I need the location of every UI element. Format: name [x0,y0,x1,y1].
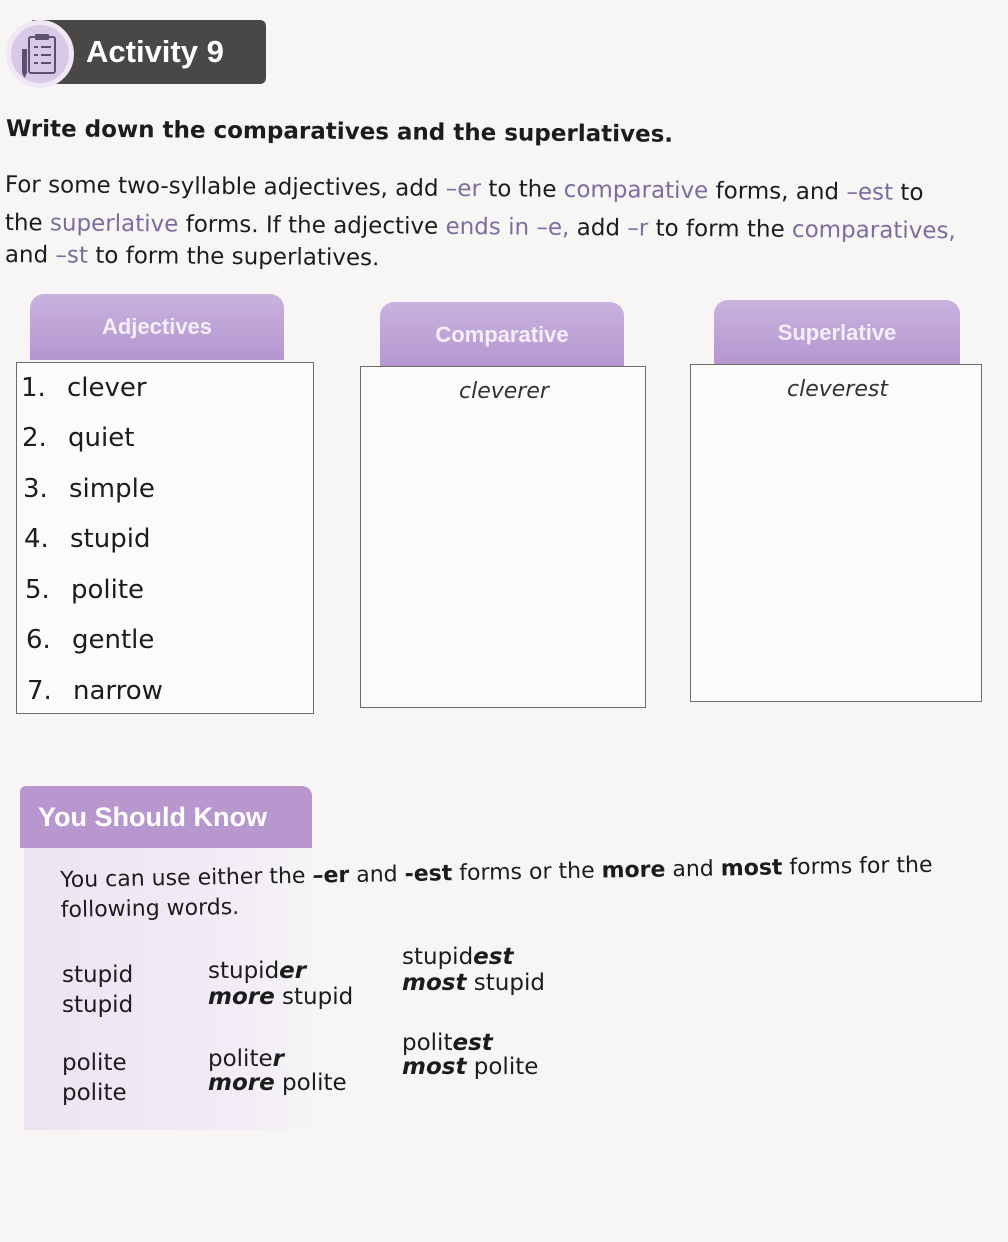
rule-highlight: –est [846,179,894,206]
rule-highlight: –st [55,242,89,269]
know-text-part: forms or the [452,858,602,887]
item-word: narrow [73,676,163,706]
worksheet-icon [21,33,61,79]
item-word: stupid [70,524,151,554]
rule-text: the [4,210,51,237]
comparative-box[interactable] [360,366,646,708]
know-keyword: -est [404,861,453,887]
example-part: est [473,944,514,970]
rule-text: to the [480,176,564,203]
list-item [27,676,163,706]
item-number: 1. [21,373,46,403]
rule-text: add [569,214,628,242]
example-base: stupid [62,962,134,988]
know-text-part: forms for the following words. [60,852,933,923]
rule-text: to [892,179,924,207]
list-item [22,423,134,453]
rule-highlight: comparative [563,176,709,205]
example-part: polit [402,1030,453,1056]
example-part: stupid [402,944,474,970]
activity-badge [6,20,74,88]
rule-highlight: superlative [49,210,179,238]
instruction-heading: Write down the comparatives and the superlatives. [5,116,674,148]
item-word: quiet [68,423,135,453]
rule-text: forms, and [708,178,847,206]
tab-adjectives: Adjectives [30,294,284,360]
example-superlative [402,944,513,970]
example-part: most [402,1054,467,1080]
comparative-answer: cleverer [459,379,549,404]
example-comparative [208,1070,347,1096]
list-item [23,474,155,504]
rule-highlight: ends in –e, [445,213,570,241]
know-text-part: and [665,856,722,883]
example-superlative [402,970,545,996]
example-part: polite [208,1046,273,1072]
example-comparative [208,958,306,984]
know-text-part: You can use either the [60,863,313,893]
item-number: 5. [25,575,50,605]
rule-text: For some two-syllable adjectives, add [4,172,446,202]
rule-highlight: –r [627,215,649,242]
item-word: simple [69,474,155,504]
superlative-box[interactable] [690,364,982,702]
adjectives-box [16,362,314,714]
know-keyword: most [720,855,783,882]
superlative-answer: cleverest [787,377,888,402]
item-word: polite [71,575,145,605]
rule-text: to form the [648,215,793,243]
example-comparative [208,1046,284,1072]
rule-highlight: –er [445,175,482,203]
example-part: stupid [466,970,545,996]
example-part: stupid [208,958,280,984]
example-comparative [208,984,353,1010]
rule-text: and [4,242,56,269]
know-title: You Should Know [20,786,312,848]
rule-line-3 [5,242,380,271]
example-base: stupid [62,992,134,1018]
rule-text: forms. If the adjective [178,211,446,240]
example-base: polite [62,1050,127,1076]
activity-title: Activity 9 [86,34,224,69]
list-item [24,524,150,554]
know-keyword: –er [312,862,350,889]
example-part: er [279,958,307,984]
rule-text: to form the superlatives. [87,242,380,272]
example-part: most [402,970,467,996]
item-number: 3. [23,474,48,504]
item-number: 6. [26,625,51,655]
item-number: 4. [24,524,49,554]
list-item [25,575,144,605]
example-part: more [208,984,275,1010]
rule-line-2 [5,210,956,244]
item-number: 7. [27,676,52,706]
list-item [21,373,147,403]
example-part: polite [274,1070,347,1096]
list-item [26,625,154,655]
know-keyword: more [601,857,666,884]
example-superlative [402,1030,493,1056]
example-superlative [402,1054,538,1080]
item-word: gentle [72,625,155,655]
know-text-part: and [349,861,405,888]
example-part: est [452,1030,493,1056]
example-part: r [272,1046,284,1072]
rule-line-1 [5,172,924,206]
example-part: polite [466,1054,539,1080]
example-part: more [208,1070,275,1096]
example-base: polite [62,1080,127,1106]
item-word: clever [67,373,147,403]
example-part: stupid [274,984,354,1010]
rule-highlight: comparatives, [791,216,956,245]
tab-superlative: Superlative [714,300,960,366]
tab-comparative: Comparative [380,302,624,368]
item-number: 2. [22,423,47,453]
